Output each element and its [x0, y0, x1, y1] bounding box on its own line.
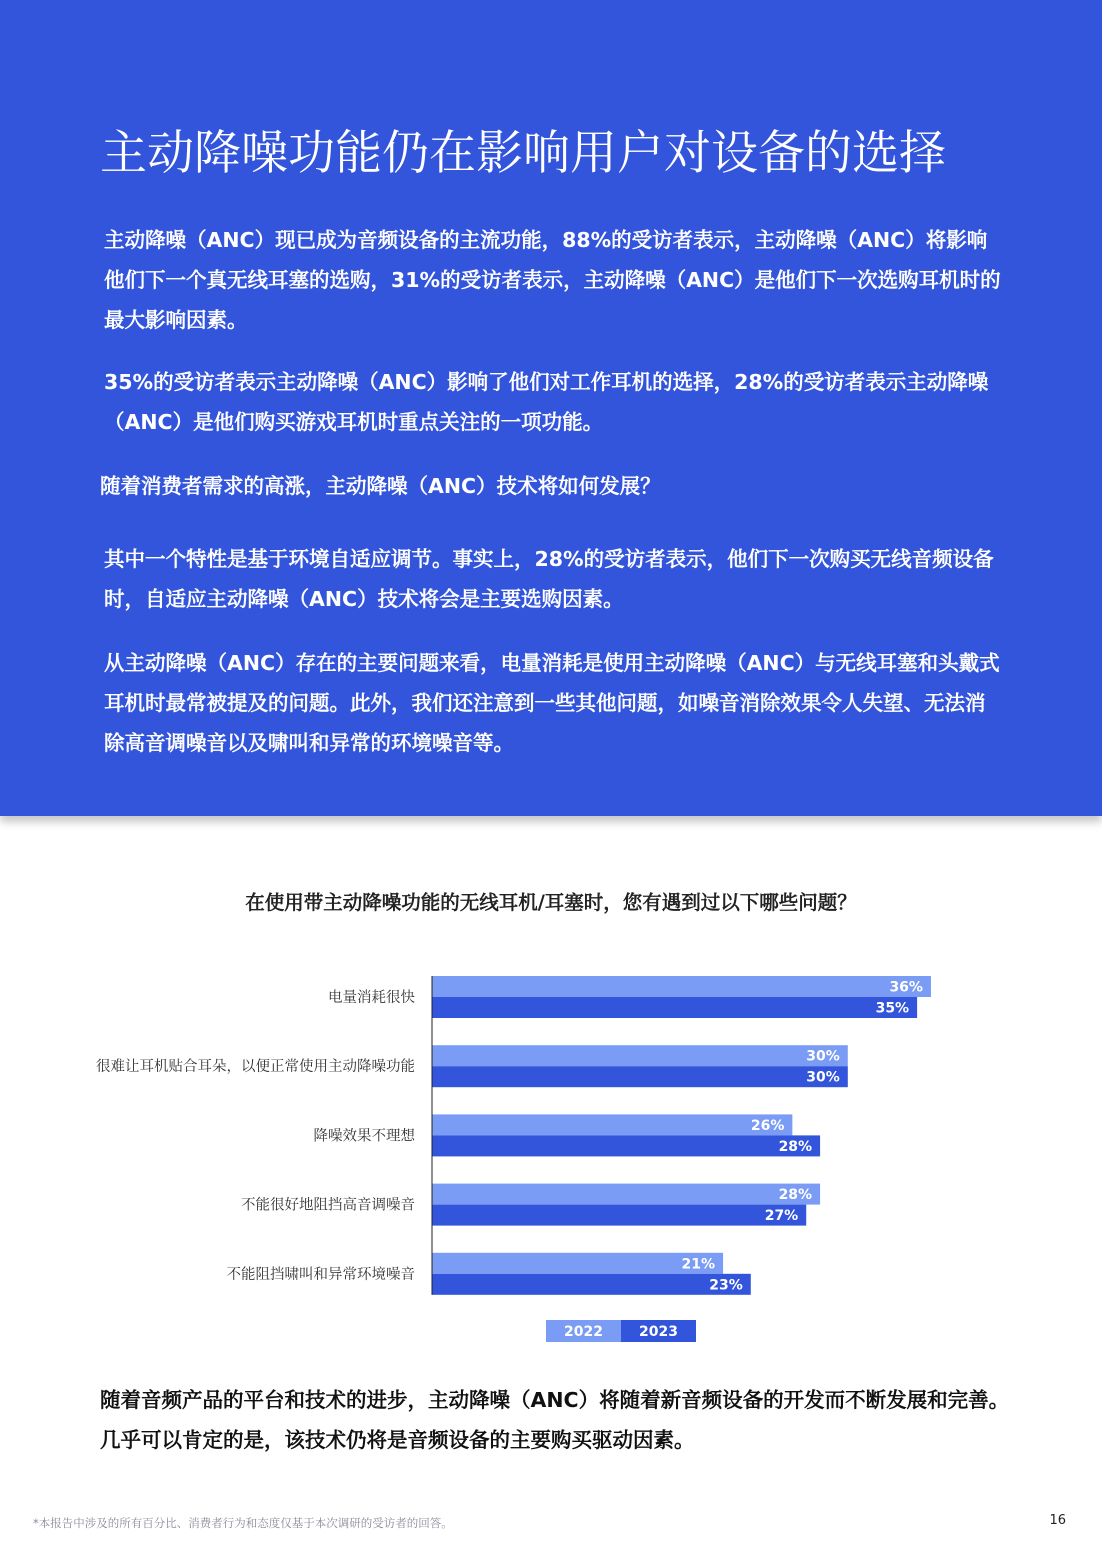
bar-2022: [432, 1184, 820, 1205]
category-label: 不能很好地阻挡高音调噪音: [241, 1197, 415, 1214]
bar-2023: [432, 1066, 848, 1087]
bar-value-label: 28%: [778, 1138, 813, 1155]
category-label: 电量消耗很快: [328, 990, 415, 1006]
bar-value-label: 28%: [778, 1187, 813, 1204]
legend-label: 2023: [639, 1324, 678, 1340]
bar-value-label: 30%: [806, 1069, 840, 1086]
category-label: 不能阻挡啸叫和异常环境噪音: [226, 1266, 415, 1283]
bar-value-label: 35%: [875, 1000, 910, 1017]
bar-value-label: 21%: [681, 1256, 716, 1273]
chart-title: 在使用带主动降噪功能的无线耳机/耳塞时，您有遇到过以下哪些问题？: [245, 891, 857, 914]
bar-2022: [432, 1114, 792, 1135]
category-label: 降噪效果不理想: [313, 1128, 415, 1145]
bar-2023: [432, 1274, 751, 1295]
bar-2022: [432, 976, 931, 997]
bar-value-label: 30%: [806, 1048, 840, 1065]
footnote: *本报告中涉及的所有百分比、消费者行为和态度仅基于本次调研的受访者的回答。: [33, 1516, 453, 1530]
bar-value-label: 27%: [764, 1208, 799, 1225]
bar-2022: [432, 1045, 848, 1066]
conclusion-paragraph: 随着音频产品的平台和技术的进步，主动降噪（ANC）将随着新音频设备的开发而不断发展和完善。几乎可以肯定的是，该技术仍将是音频设备的主要购买驱动因素。: [100, 1388, 1010, 1452]
hero-paragraph-1: 主动降噪（ANC）现已成为音频设备的主流功能，88%的受访者表示，主动降噪（ANC）将影响他们下一个真无线耳塞的选购，31%的受访者表示，主动降噪（ANC）是他们下一次选购耳机时的最大影响因素。: [104, 228, 1001, 332]
hero-paragraph-3: 其中一个特性是基于环境自适应调节。事实上，28%的受访者表示，他们下一次购买无线音频设备时，自适应主动降噪（ANC）技术将会是主要选购因素。: [104, 547, 994, 611]
bar-2023: [432, 997, 917, 1018]
category-label: 很难让耳机贴合耳朵，以便正常使用主动降噪功能: [96, 1059, 415, 1076]
bar-2023: [432, 1135, 820, 1156]
hero-question: 随着消费者需求的高涨，主动降噪（ANC）技术将如何发展？: [100, 474, 661, 498]
hero-paragraph-4: 从主动降噪（ANC）存在的主要问题来看，电量消耗是使用主动降噪（ANC）与无线耳塞和头戴式耳机时最常被提及的问题。此外，我们还注意到一些其他问题，如噪音消除效果令人失望、无法消除高音调噪音以及啸叫和异常的环境噪音等。: [104, 651, 1000, 755]
bar-value-label: 26%: [750, 1117, 785, 1134]
bar-value-label: 23%: [709, 1277, 743, 1294]
hero-paragraph-2: 35%的受访者表示主动降噪（ANC）影响了他们对工作耳机的选择，28%的受访者表示主动降噪（ANC）是他们购买游戏耳机时重点关注的一项功能。: [104, 370, 989, 434]
bar-2022: [432, 1253, 723, 1274]
legend-label: 2022: [564, 1324, 603, 1340]
page-title: 主动降噪功能仍在影响用户对设备的选择: [100, 126, 946, 181]
bar-value-label: 36%: [889, 979, 923, 996]
page-number: 16: [1049, 1513, 1066, 1528]
bar-2023: [432, 1205, 806, 1226]
